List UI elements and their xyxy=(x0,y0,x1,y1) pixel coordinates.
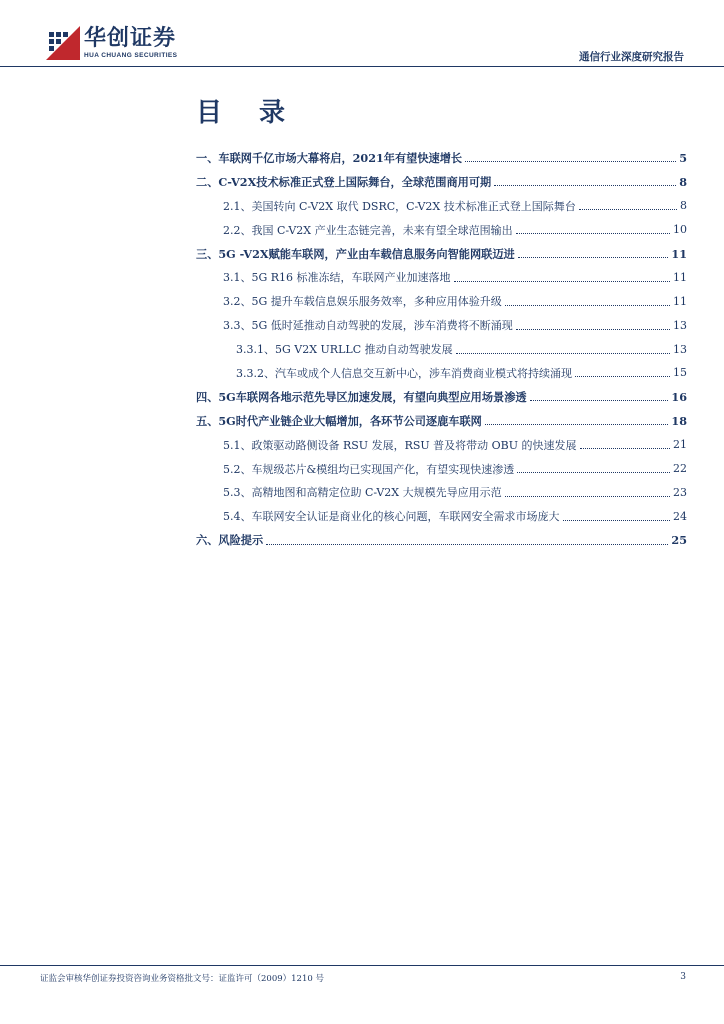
logo-text-cn: 华创证券 xyxy=(84,26,177,51)
toc-entry[interactable] xyxy=(196,457,687,481)
toc-entry-page: 10 xyxy=(673,223,687,237)
toc-entry-page: 13 xyxy=(673,342,687,356)
footer-divider xyxy=(0,965,724,966)
toc-leader-dots xyxy=(579,209,677,210)
toc-leader-dots xyxy=(516,329,670,330)
toc-leader-dots xyxy=(465,161,676,162)
toc-entry-title: 3.3.1、5G V2X URLLC 推动自动驾驶发展 xyxy=(236,343,453,357)
toc-entry[interactable] xyxy=(196,218,687,242)
toc-entry-title: 2.2、我国 C-V2X 产业生态链完善，未来有望全球范围输出 xyxy=(223,223,513,237)
footer-license: 证监会审核华创证券投资咨询业务资格批文号：证监许可（2009）1210 号 xyxy=(40,974,324,984)
report-type: 通信行业深度研究报告 xyxy=(579,51,684,63)
toc-entry-page: 13 xyxy=(673,318,687,332)
toc-entry-title: 3.1、5G R16 标准冻结，车联网产业加速落地 xyxy=(223,271,451,285)
toc-leader-dots xyxy=(266,544,668,545)
toc-leader-dots xyxy=(518,257,669,258)
toc-title: 目 录 xyxy=(196,98,300,128)
toc-leader-dots xyxy=(454,281,670,282)
table-of-contents xyxy=(196,146,687,552)
toc-entry-title: 三、5G -V2X赋能车联网，产业由车载信息服务向智能网联迈进 xyxy=(196,246,515,261)
toc-entry-page: 24 xyxy=(673,509,687,523)
toc-entry-page: 22 xyxy=(673,462,687,476)
page-header xyxy=(0,0,724,70)
toc-entry[interactable] xyxy=(196,313,687,337)
toc-entry[interactable] xyxy=(196,170,687,194)
toc-entry-page: 5 xyxy=(679,150,687,165)
toc-entry-title: 四、5G车联网各地示范先导区加速发展，有望向典型应用场景渗透 xyxy=(196,389,527,404)
toc-entry[interactable] xyxy=(196,289,687,313)
toc-entry-page: 23 xyxy=(673,485,687,499)
toc-entry-page: 11 xyxy=(673,294,687,308)
toc-entry[interactable] xyxy=(196,504,687,528)
toc-entry[interactable] xyxy=(196,337,687,361)
toc-entry[interactable] xyxy=(196,385,687,409)
toc-leader-dots xyxy=(494,185,676,186)
toc-entry[interactable] xyxy=(196,361,687,385)
toc-entry-title: 五、5G时代产业链企业大幅增加，各环节公司逐鹿车联网 xyxy=(196,413,482,428)
toc-entry-title: 5.3、高精地图和高精定位助 C-V2X 大规模先导应用示范 xyxy=(223,486,502,500)
toc-leader-dots xyxy=(563,520,671,521)
toc-entry-page: 16 xyxy=(671,389,687,404)
logo-mark-icon xyxy=(46,26,80,60)
toc-leader-dots xyxy=(456,353,670,354)
toc-leader-dots xyxy=(516,233,670,234)
toc-entry[interactable] xyxy=(196,433,687,457)
toc-entry-title: 5.4、车联网安全认证是商业化的核心问题，车联网安全需求市场庞大 xyxy=(223,510,560,524)
toc-leader-dots xyxy=(575,376,670,377)
toc-leader-dots xyxy=(505,305,670,306)
toc-entry-page: 11 xyxy=(671,246,687,261)
toc-entry-title: 3.3、5G 低时延推动自动驾驶的发展，涉车消费将不断涌现 xyxy=(223,319,513,333)
toc-entry[interactable] xyxy=(196,146,687,170)
toc-entry-page: 18 xyxy=(671,413,687,428)
toc-entry-title: 一、车联网千亿市场大幕将启，2021年有望快速增长 xyxy=(196,150,463,165)
toc-entry[interactable] xyxy=(196,528,687,552)
company-logo xyxy=(40,26,200,62)
toc-entry-page: 8 xyxy=(679,174,687,189)
toc-entry[interactable] xyxy=(196,194,687,218)
toc-entry[interactable] xyxy=(196,409,687,433)
toc-entry[interactable] xyxy=(196,265,687,289)
toc-entry[interactable] xyxy=(196,242,687,266)
toc-leader-dots xyxy=(517,472,670,473)
toc-entry-page: 25 xyxy=(671,533,687,548)
toc-entry-title: 六、风险提示 xyxy=(196,533,264,548)
toc-entry-title: 2.1、美国转向 C-V2X 取代 DSRC，C-V2X 技术标准正式登上国际舞台 xyxy=(223,199,576,213)
toc-entry-title: 3.3.2、汽车或成个人信息交互新中心，涉车消费商业模式将持续涌现 xyxy=(236,366,572,380)
toc-entry-title: 二、C-V2X技术标准正式登上国际舞台，全球范围商用可期 xyxy=(196,174,492,189)
page-number: 3 xyxy=(680,972,686,982)
toc-entry-page: 8 xyxy=(680,199,687,213)
toc-leader-dots xyxy=(505,496,670,497)
header-divider xyxy=(0,66,724,67)
toc-leader-dots xyxy=(530,400,669,401)
toc-entry-page: 15 xyxy=(673,366,687,380)
toc-leader-dots xyxy=(485,424,669,425)
toc-entry-page: 21 xyxy=(673,438,687,452)
toc-entry-title: 5.2、车规级芯片&模组均已实现国产化，有望实现快速渗透 xyxy=(223,462,515,476)
toc-leader-dots xyxy=(580,448,670,449)
toc-entry[interactable] xyxy=(196,480,687,504)
logo-text-en: HUA CHUANG SECURITIES xyxy=(84,52,178,59)
toc-entry-page: 11 xyxy=(673,270,687,284)
toc-entry-title: 5.1、政策驱动路侧设备 RSU 发展，RSU 普及将带动 OBU 的快速发展 xyxy=(223,438,577,452)
toc-entry-title: 3.2、5G 提升车载信息娱乐服务效率，多种应用体验升级 xyxy=(223,295,502,309)
